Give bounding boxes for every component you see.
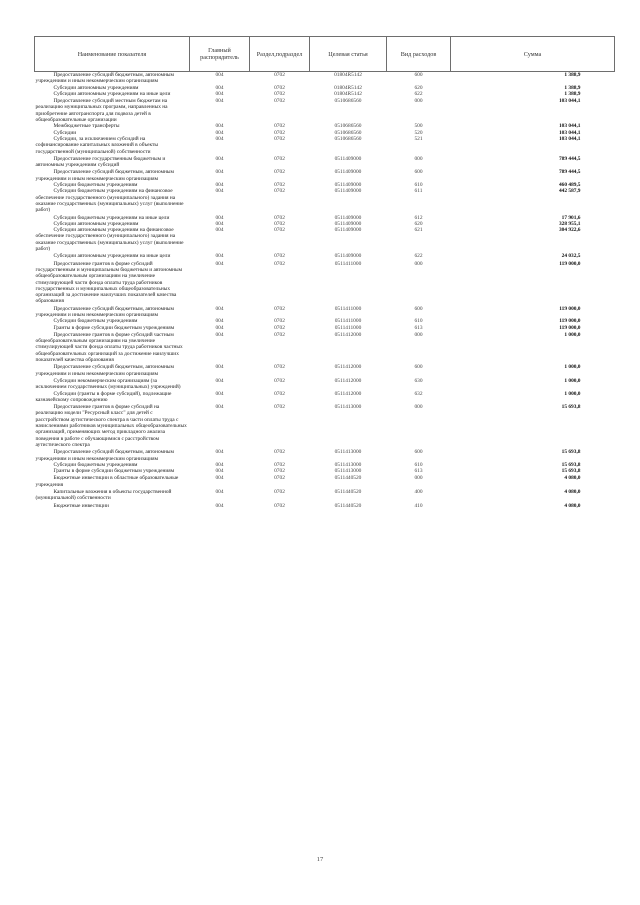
- row-razdel: 0702: [274, 331, 285, 338]
- table-row: [35, 260, 615, 305]
- table-row: [35, 474, 615, 488]
- row-razdel: 0702: [274, 305, 285, 312]
- row-statya: 0510686560: [334, 129, 362, 136]
- row-name: Гранты в форме субсидии бюджетным учреждениям: [53, 468, 175, 475]
- table-row: [35, 155, 615, 169]
- row-vid: 000: [414, 475, 423, 482]
- row-name: Предоставление грантов в форме субсидий на реализацию модели "Ресурсный класс" для детей с расстройством аутистического спектра в части оплаты труда с начислениями работников муниципальных общеобразовательных организаций, применяющих метод прикладного анализа поведения в работе с обучающимися с расстройством аутистического спектра: [35, 404, 187, 448]
- row-razdel: 0702: [274, 129, 285, 136]
- row-razdel: 0702: [274, 461, 285, 468]
- row-summa: 24 032,5: [561, 253, 581, 260]
- row-statya: 0510686560: [334, 123, 362, 130]
- row-name: Субсидии автономным учреждениям на финансовое обеспечение государственного (муниципального) задания на оказание государственных (муниципальных) услуг (выполнение работ): [35, 227, 184, 253]
- row-name: Субсидии автономным учреждениям: [53, 220, 139, 227]
- row-rasp: 004: [215, 98, 224, 105]
- row-summa: 119 000,0: [559, 305, 581, 312]
- row-vid: 621: [414, 227, 423, 234]
- row-name: Межбюджетные трансферты: [53, 123, 120, 130]
- row-statya: 0511412000: [334, 331, 362, 338]
- row-vid: 622: [414, 253, 423, 260]
- table-row: [35, 136, 615, 155]
- row-name: Субсидии автономным учреждениям на иные цели: [53, 253, 171, 260]
- row-razdel: 0702: [274, 260, 285, 267]
- table-row: [35, 72, 615, 85]
- row-statya: 0511411000: [334, 324, 362, 331]
- header-summa: Сумма: [451, 37, 615, 72]
- row-summa: 103 044,1: [558, 135, 581, 142]
- row-statya: 0511409000: [334, 169, 362, 176]
- row-rasp: 004: [215, 390, 224, 397]
- table-row: [35, 188, 615, 213]
- row-rasp: 004: [215, 90, 224, 97]
- row-summa: 1 000,0: [564, 377, 581, 384]
- row-razdel: 0702: [274, 220, 285, 227]
- row-name: Субсидии (гранты в форме субсидий), подлежащие казначейскому сопровождению: [35, 390, 172, 403]
- row-rasp: 004: [215, 305, 224, 312]
- row-razdel: 0702: [274, 169, 285, 176]
- row-statya: 0511411000: [334, 260, 362, 267]
- row-statya: 01804R5142: [334, 90, 362, 97]
- row-vid: 620: [414, 84, 423, 91]
- table-row: [35, 305, 615, 319]
- row-rasp: 004: [215, 84, 224, 91]
- row-rasp: 004: [215, 72, 224, 78]
- header-vid: Вид расходов: [387, 37, 451, 72]
- table-row: [35, 331, 615, 363]
- row-name: Субсидии бюджетным учреждениям на иные цели: [53, 214, 170, 221]
- row-razdel: 0702: [274, 377, 285, 384]
- row-rasp: 004: [215, 188, 224, 195]
- row-razdel: 0702: [274, 468, 285, 475]
- row-name: Предоставление субсидий бюджетным, автономным учреждениям и иным некоммерческим организациям: [35, 449, 174, 462]
- row-summa: 1 388,9: [564, 84, 581, 91]
- row-razdel: 0702: [274, 449, 285, 456]
- row-statya: 0511409000: [334, 227, 362, 234]
- row-razdel: 0702: [274, 155, 285, 162]
- row-razdel: 0702: [274, 253, 285, 260]
- row-name: Предоставление грантов в форме субсидий частным общеобразовательным организациям на увеличение стимулирующей части фонда оплаты труда работников частных общеобразовательных организаций за достижение наилучших показателей качества образования: [35, 331, 183, 364]
- row-statya: 0511440520: [334, 475, 362, 482]
- row-rasp: 004: [215, 227, 224, 234]
- row-name: Субсидии некоммерческим организациям (за исключением государственных (муниципальных) учреждений): [35, 377, 181, 391]
- row-vid: 613: [414, 324, 423, 331]
- header-rasp: Главный распорядитель: [190, 37, 250, 72]
- row-rasp: 004: [215, 364, 224, 371]
- row-summa: 4 080,0: [564, 502, 581, 509]
- row-rasp: 004: [215, 489, 224, 495]
- row-vid: 400: [414, 489, 423, 495]
- row-summa: 1 388,9: [564, 90, 581, 97]
- row-statya: 0511412000: [334, 377, 362, 384]
- row-vid: 611: [414, 188, 423, 195]
- row-vid: 610: [414, 182, 423, 189]
- row-rasp: 004: [215, 449, 224, 456]
- row-razdel: 0702: [274, 390, 285, 397]
- row-vid: 000: [414, 260, 423, 267]
- row-statya: 0511411000: [334, 305, 362, 312]
- row-razdel: 0702: [274, 90, 285, 97]
- row-name: Субсидии бюджетным учреждениям на финансовое обеспечение государственного (муниципального) задания на оказание государственных (муниципальных) услуг (выполнение работ): [35, 188, 184, 214]
- row-statya: 0511409000: [334, 214, 362, 221]
- budget-table: [34, 36, 615, 509]
- row-name: Предоставление грантов в форме субсидий государственным и муниципальным бюджетным и автономным общеобразовательным организациям на увеличение стимулирующей части фонда оплаты труда работников государственных и муниципальных общеобразовательных организаций за достижение наилучших показателей качества образования: [35, 260, 183, 305]
- row-statya: 0511412000: [334, 390, 362, 397]
- row-statya: 0511412000: [334, 364, 362, 371]
- row-statya: 0511440520: [334, 502, 362, 509]
- row-statya: 01804R5142: [334, 72, 362, 78]
- row-rasp: 004: [215, 468, 224, 475]
- row-vid: 410: [414, 502, 423, 509]
- budget-table-page: [34, 36, 614, 509]
- row-vid: 613: [414, 468, 423, 475]
- row-summa: 15 693,8: [561, 461, 581, 468]
- row-statya: 0511409000: [334, 188, 362, 195]
- row-summa: 103 044,1: [558, 129, 581, 136]
- row-razdel: 0702: [274, 324, 285, 331]
- row-rasp: 004: [215, 123, 224, 130]
- row-razdel: 0702: [274, 318, 285, 325]
- row-summa: 4 080,0: [564, 489, 581, 495]
- row-summa: 1 000,0: [564, 390, 581, 397]
- row-name: Субсидии бюджетным учреждениям: [53, 461, 138, 468]
- row-name: Субсидии бюджетным учреждениям: [53, 318, 138, 325]
- row-rasp: 004: [215, 169, 224, 176]
- row-statya: 0511413000: [334, 461, 362, 468]
- row-rasp: 004: [215, 260, 224, 267]
- row-name: Предоставление субсидий местным бюджетам на реализацию муниципальных программ, направленных на приобретение автотранспорта для подвоза детей в общеобразовательные организации: [35, 98, 168, 124]
- header-razdel: Раздел,подраздел: [250, 37, 310, 72]
- row-statya: 0510686560: [334, 98, 362, 105]
- row-name: Бюджетные инвестиции в областные образовательные учреждения: [35, 475, 179, 488]
- row-rasp: 004: [215, 331, 224, 338]
- row-name: Гранты в форме субсидии бюджетным учреждениям: [53, 324, 175, 331]
- row-rasp: 004: [215, 135, 224, 142]
- table-row: [35, 448, 615, 462]
- table-row: [35, 363, 615, 377]
- row-name: Субсидии автономным учреждениям на иные цели: [53, 90, 171, 97]
- row-razdel: 0702: [274, 135, 285, 142]
- row-vid: 610: [414, 461, 423, 468]
- row-statya: 0511440520: [334, 489, 362, 495]
- table-row: [35, 97, 615, 123]
- row-statya: 0511413000: [334, 404, 362, 411]
- row-statya: 0510686560: [334, 135, 362, 142]
- row-summa: 4 080,0: [564, 475, 581, 482]
- table-row: [35, 403, 615, 448]
- row-razdel: 0702: [274, 123, 285, 130]
- row-rasp: 004: [215, 324, 224, 331]
- row-summa: 15 693,8: [561, 404, 581, 411]
- row-rasp: 004: [215, 318, 224, 325]
- row-name: Субсидии: [53, 129, 77, 136]
- table-row: [35, 377, 615, 391]
- row-name: Капитальные вложения в объекты государственной (муниципальной) собственности: [35, 489, 172, 502]
- row-razdel: 0702: [274, 98, 285, 105]
- row-vid: 600: [414, 305, 423, 312]
- row-vid: 620: [414, 220, 423, 227]
- row-razdel: 0702: [274, 84, 285, 91]
- row-name: Предоставление субсидий бюджетным, автономным учреждениям и иным некоммерческим организациям: [35, 169, 174, 182]
- row-name: Предоставление субсидий бюджетным, автономным учреждениям и иным некоммерческим организациям: [35, 364, 174, 377]
- row-vid: 521: [414, 135, 423, 142]
- row-vid: 600: [414, 364, 423, 371]
- table-row: [35, 168, 615, 182]
- row-vid: 520: [414, 129, 423, 136]
- row-razdel: 0702: [274, 188, 285, 195]
- row-statya: 01804R5142: [334, 84, 362, 91]
- row-name: Предоставление субсидий бюджетным, автономным учреждениям и иным некоммерческим организациям: [35, 72, 174, 85]
- row-name: Субсидии бюджетным учреждениям: [53, 182, 138, 189]
- table-row: [35, 502, 615, 509]
- row-summa: 789 444,5: [558, 169, 581, 176]
- row-razdel: 0702: [274, 404, 285, 411]
- row-summa: 119 000,0: [559, 324, 581, 331]
- row-razdel: 0702: [274, 502, 285, 509]
- header-name: Наименование показателя: [35, 37, 190, 72]
- row-razdel: 0702: [274, 182, 285, 189]
- page-number: 17: [316, 856, 324, 863]
- row-razdel: 0702: [274, 364, 285, 371]
- row-razdel: 0702: [274, 489, 285, 495]
- header-statya: Целевая статья: [310, 37, 387, 72]
- row-statya: 0511413000: [334, 468, 362, 475]
- table-row: [35, 214, 615, 221]
- row-rasp: 004: [215, 155, 224, 162]
- row-rasp: 004: [215, 220, 224, 227]
- row-statya: 0511409000: [334, 155, 362, 162]
- row-summa: 328 955,1: [558, 220, 581, 227]
- row-vid: 632: [414, 390, 423, 397]
- row-vid: 500: [414, 123, 423, 130]
- row-rasp: 004: [215, 404, 224, 411]
- table-row: [35, 252, 615, 259]
- row-summa: 1 000,0: [564, 364, 581, 371]
- row-rasp: 004: [215, 502, 224, 509]
- row-summa: 103 044,1: [558, 98, 581, 105]
- row-vid: 000: [414, 155, 423, 162]
- table-row: [35, 227, 615, 252]
- row-vid: 630: [414, 377, 423, 384]
- row-rasp: 004: [215, 253, 224, 260]
- row-summa: 789 444,5: [558, 155, 581, 162]
- row-rasp: 004: [215, 129, 224, 136]
- row-vid: 610: [414, 318, 423, 325]
- table-row: [35, 488, 615, 502]
- row-vid: 000: [414, 98, 423, 105]
- row-vid: 000: [414, 331, 423, 338]
- row-summa: 17 901,6: [561, 214, 581, 221]
- row-summa: 15 693,8: [561, 468, 581, 475]
- row-summa: 119 000,0: [559, 318, 581, 325]
- row-razdel: 0702: [274, 475, 285, 482]
- row-summa: 1 388,9: [564, 72, 581, 78]
- row-statya: 0511413000: [334, 449, 362, 456]
- row-name: Предоставление государственным бюджетным и автономным учреждениям субсидий: [35, 155, 166, 169]
- row-name: Предоставление субсидий бюджетным, автономным учреждениям и иным некоммерческим организациям: [35, 305, 174, 318]
- row-name: Бюджетные инвестиции: [53, 502, 109, 509]
- row-vid: 600: [414, 449, 423, 456]
- row-summa: 460 489,5: [558, 182, 581, 189]
- row-rasp: 004: [215, 377, 224, 384]
- row-vid: 622: [414, 90, 423, 97]
- row-vid: 600: [414, 169, 423, 176]
- row-name: Субсидии, за исключением субсидий на софинансирование капитальных вложений в объекты государственной (муниципальной) собственности: [35, 135, 159, 155]
- table-row: [35, 391, 615, 404]
- row-razdel: 0702: [274, 72, 285, 78]
- row-vid: 000: [414, 404, 423, 411]
- row-summa: 1 000,0: [564, 331, 581, 338]
- row-rasp: 004: [215, 214, 224, 221]
- row-summa: 119 000,0: [559, 260, 581, 267]
- row-razdel: 0702: [274, 214, 285, 221]
- row-name: Субсидии автономным учреждениям: [53, 84, 139, 91]
- row-razdel: 0702: [274, 227, 285, 234]
- row-summa: 15 693,8: [561, 449, 581, 456]
- row-summa: 442 587,9: [558, 188, 581, 195]
- row-statya: 0511409000: [334, 220, 362, 227]
- row-rasp: 004: [215, 461, 224, 468]
- row-rasp: 004: [215, 182, 224, 189]
- row-rasp: 004: [215, 475, 224, 482]
- row-statya: 0511409000: [334, 182, 362, 189]
- row-statya: 0511409000: [334, 253, 362, 260]
- table-body: [35, 72, 615, 509]
- row-statya: 0511411000: [334, 318, 362, 325]
- row-summa: 304 922,6: [558, 227, 581, 234]
- row-summa: 103 044,1: [558, 123, 581, 130]
- row-vid: 612: [414, 214, 423, 221]
- table-header: [35, 37, 615, 72]
- row-vid: 600: [414, 72, 423, 78]
